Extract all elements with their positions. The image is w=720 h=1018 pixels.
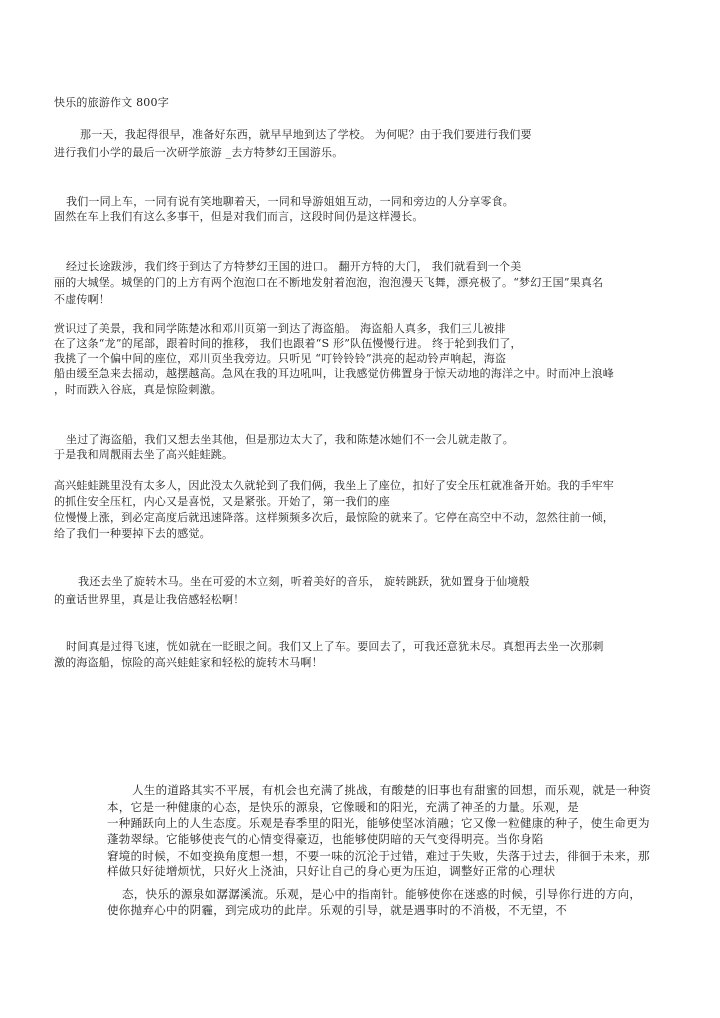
text-line: 坐过了海盗船，我们又想去坐其他，但是那边太大了，我和陈楚冰她们不一会儿就走散了。 — [66, 433, 514, 446]
text-line: 船由缓至急来去摇动，越摆越高。急风在我的耳边吼叫，让我感觉仿佛置身于惊天动地的海洋之中。时而冲上浪峰 — [54, 367, 614, 380]
text-line: 的抓住安全压杠，内心又是喜悦，又是紧张。开始了，第一我们的座 — [54, 495, 390, 508]
text-line: 固然在车上我们有这么多事干，但是对我们而言，这段时间仍是这样漫长。 — [54, 210, 424, 223]
text-line: 在了这条“龙”的尾部，跟着时间的推移， 我们也跟着“S 形”队伍慢慢行进。 终于轮到我们了， — [54, 337, 522, 350]
text-line: 那一天，我起得很早，准备好东西，就早早地到达了学校。 为何呢？由于我们要进行我们要 — [80, 128, 532, 141]
text-line: 本，它是一种健康的心态，是快乐的源泉，它像暖和的阳光，充满了神圣的力量。乐观，是 — [107, 800, 579, 814]
text-line: 高兴蛙蛙跳里没有太多人，因此没太久就轮到了我们俩，我坐上了座位，扣好了安全压杠就准备开始。我的手牢牢 — [54, 479, 614, 492]
text-line: 于是我和周靓雨去坐了高兴蛙蛙跳。 — [54, 448, 234, 461]
text-line: 的童话世界里，真是让我倍感轻松啊！ — [54, 593, 245, 606]
text-line: 不虚传啊！ — [54, 293, 110, 306]
text-line: 进行我们小学的最后一次研学旅游 _去方特梦幻王国游乐。 — [54, 146, 344, 159]
text-line: 使你抛弃心中的阴霾，到完成功的此岸。乐观的引导，就是遇事时的不消极，不无望，不 — [107, 903, 568, 917]
text-line: 我们一同上车，一同有说有笑地聊着天，一同和导游姐姐互动，一同和旁边的人分享零食。 — [66, 195, 514, 208]
text-line: 丽的大城堡。城堡的门的上方有两个泡泡口在不断地发射着泡泡，泡泡漫天飞舞，漂亮极了。“梦幻王国”果真名 — [54, 276, 604, 289]
document-title: 快乐的旅游作文 800字 — [54, 96, 169, 109]
text-line: 我挑了一个偏中间的座位，邓川页坐我旁边。只听见 “叮铃铃铃”洪亮的起动铃声响起，海盗 — [54, 352, 507, 365]
text-line: 经过长途跋涉，我们终于到达了方特梦幻王国的进口。 翻开方特的大门， 我们就看到一个美 — [66, 260, 522, 273]
text-line: 激的海盗船，惊险的高兴蛙蛙家和轻松的旋转木马啊！ — [54, 656, 323, 669]
text-line: 态，快乐的源泉如潺潺溪流。乐观，是心中的指南针。能够使你在迷惑的时候，引导你行进的方向， — [122, 887, 642, 901]
text-line: 蓬勃翠绿。它能够使丧气的心情变得豪迈，也能够使阴暗的天气变得明亮。当你身陷 — [107, 832, 544, 846]
text-line: 窘境的时候，不如变换角度想一想，不要一味的沉沦于过错，难过于失败，失落于过去，徘徊于未来，那 — [107, 849, 650, 863]
text-line: 我还去坐了旋转木马。坐在可爱的木立刻，听着美好的音乐， 旋转跳跃，犹如置身于仙境般 — [78, 575, 530, 588]
text-line: 给了我们一种要掉下去的感觉。 — [54, 527, 211, 540]
text-line: 样做只好徒增烦忧，只好火上浇油，只好让自己的身心更为压迫，调整好正常的心理状 — [107, 864, 556, 878]
text-line: 位慢慢上涨，到必定高度后就迅速降落。这样频频多次后，最惊险的就来了。它停在高空中不动，忽然往前一倾， — [54, 511, 614, 524]
text-line: 赏识过了美景，我和同学陈楚冰和邓川页第一到达了海盗船。 海盗船人真多，我们三儿被排 — [54, 322, 506, 335]
text-line: ，时而跌入谷底，真是惊险刺激。 — [54, 383, 222, 396]
text-line: 一种踊跃向上的人生态度。乐观是春季里的阳光，能够使坚冰消融；它又像一粒健康的种子，使生命更为 — [107, 816, 650, 830]
text-line: 时间真是过得飞速，恍如就在一眨眼之间。我们又上了车。要回去了，可我还意犹未尽。真想再去坐一次那刺 — [66, 640, 604, 653]
text-line: 人生的道路其实不平展，有机会也充满了挑战，有酸楚的旧事也有甜蜜的回想，而乐观，就是一种资 — [132, 783, 652, 797]
